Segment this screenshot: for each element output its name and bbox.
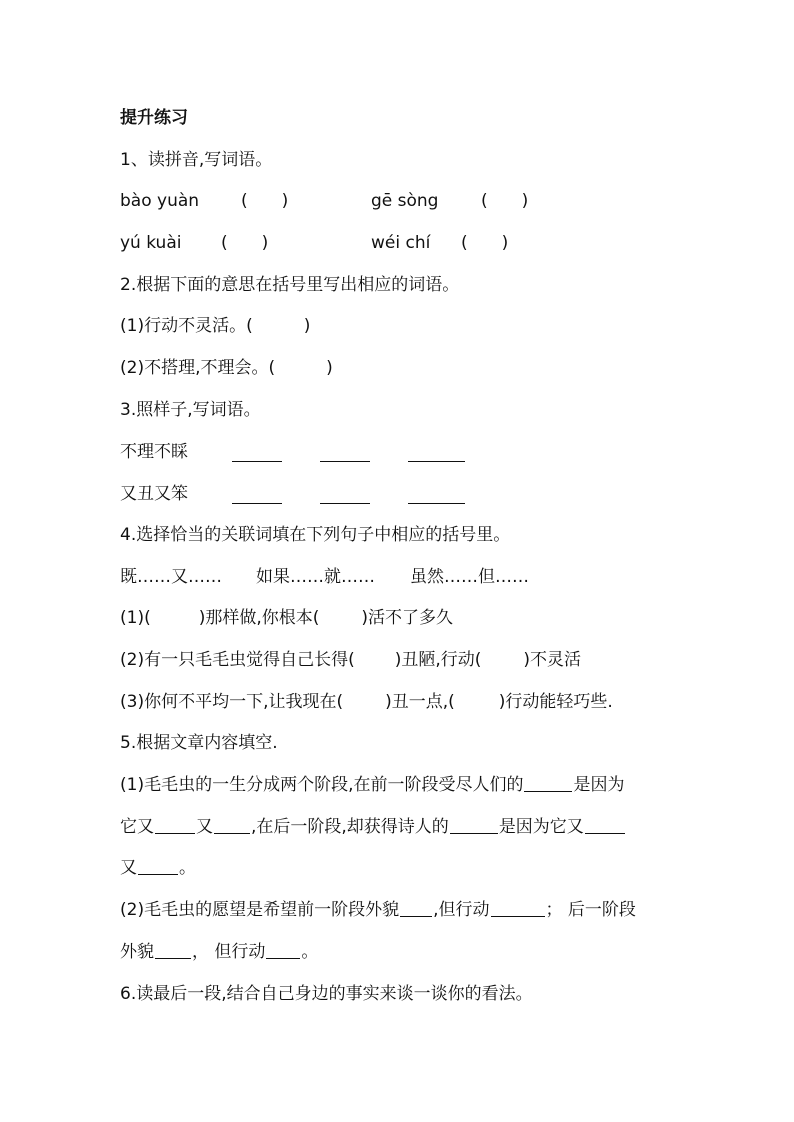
q3-example-1: 不理不睬 [120, 442, 188, 462]
q4-sentence-1 [120, 607, 453, 629]
pinyin-baoyuan: bào yuàn [120, 191, 200, 211]
q4-s3-part-2: )丑一点,( [385, 692, 455, 712]
q3-blank-2a[interactable] [232, 503, 282, 504]
q2-title: 2.根据下面的意思在括号里写出相应的词语。 [120, 275, 460, 295]
q4-sentence-3 [120, 691, 613, 713]
q5-p1c-text-1: 又 [120, 858, 137, 878]
q3-blank-1a[interactable] [232, 461, 282, 462]
q3-blank-1c[interactable] [408, 461, 465, 462]
answer-paren-3[interactable]: ( ) [221, 233, 269, 253]
q5-p1b-text-2: 又 [196, 817, 213, 837]
q4-s2-part-2: )丑陋,行动( [394, 650, 482, 670]
q4-s3-part-1: (3)你何不平均一下,让我现在( [120, 692, 344, 712]
q5-p1c-text-2: 。 [179, 858, 196, 878]
q5-p1a-text-2: 是因为 [573, 775, 625, 795]
q5-p2-line-2 [120, 941, 318, 963]
q5-blank-1[interactable] [524, 790, 572, 792]
pinyin-gesong: gē sòng [371, 191, 439, 211]
q2-item-2: (2)不搭理,不理会。( ) [120, 358, 333, 378]
q3-example-2: 又丑又笨 [120, 484, 188, 504]
q5-blank-7[interactable] [400, 915, 432, 917]
q5-p1b-text-3: ,在后一阶段,却获得诗人的 [251, 817, 449, 837]
q4-s2-part-1: (2)有一只毛毛虫觉得自己长得( [120, 650, 355, 670]
q5-p1-line-2 [120, 816, 626, 838]
q5-blank-8[interactable] [491, 915, 545, 917]
q4-s1-part-1: (1)( [120, 608, 151, 628]
q5-blank-4[interactable] [450, 832, 498, 834]
pinyin-weichi: wéi chí [371, 233, 431, 253]
q5-p2a-text-2: ,但行动 [433, 900, 490, 920]
answer-paren-1[interactable]: ( ) [241, 191, 289, 211]
q5-blank-5[interactable] [585, 832, 625, 834]
q5-p2b-text-1: 外貌 [120, 942, 154, 962]
q6-title: 6.读最后一段,结合自己身边的事实来谈一谈你的看法。 [120, 984, 533, 1004]
q5-title: 5.根据文章内容填空. [120, 733, 278, 753]
q3-title: 3.照样子,写词语。 [120, 400, 261, 420]
answer-paren-2[interactable]: ( ) [481, 191, 529, 211]
q2-item-1: (1)行动不灵活。( ) [120, 316, 311, 336]
q5-p1-line-1 [120, 774, 624, 796]
q5-p2b-text-2: ， 但行动 [192, 942, 266, 962]
q5-p1-line-3 [120, 857, 196, 879]
q5-p2a-text-3: ； 后一阶段 [545, 900, 636, 920]
q4-s3-part-3: )行动能轻巧些. [498, 692, 613, 712]
q5-p2-line-1 [120, 899, 636, 921]
q4-option-3: 虽然……但…… [410, 567, 529, 587]
answer-paren-4[interactable]: ( ) [461, 233, 509, 253]
q4-option-2: 如果……就…… [256, 567, 375, 587]
q5-blank-2[interactable] [155, 832, 195, 834]
q4-s1-part-3: )活不了多久 [361, 608, 454, 628]
q5-blank-9[interactable] [155, 957, 191, 959]
q5-blank-3[interactable] [214, 832, 250, 834]
q3-blank-1b[interactable] [320, 461, 370, 462]
q5-p2b-text-3: 。 [301, 942, 319, 962]
q4-s1-part-2: )那样做,你根本( [198, 608, 320, 628]
q5-blank-10[interactable] [266, 957, 300, 959]
q5-p1a-text-1: (1)毛毛虫的一生分成两个阶段,在前一阶段受尽人们的 [120, 775, 524, 795]
q5-p2a-text-1: (2)毛毛虫的愿望是希望前一阶段外貌 [120, 900, 400, 920]
q4-s2-part-3: )不灵活 [523, 650, 582, 670]
worksheet-heading: 提升练习 [120, 108, 188, 128]
q4-option-1: 既……又…… [120, 567, 222, 587]
pinyin-yukuai: yú kuài [120, 233, 182, 253]
q3-blank-2c[interactable] [408, 503, 465, 504]
q4-sentence-2 [120, 649, 581, 671]
q1-title: 1、读拼音,写词语。 [120, 150, 273, 170]
q5-p1b-text-4: 是因为它又 [498, 817, 584, 837]
q5-p1b-text-1: 它又 [120, 817, 154, 837]
q3-blank-2b[interactable] [320, 503, 370, 504]
q4-title: 4.选择恰当的关联词填在下列句子中相应的括号里。 [120, 525, 511, 545]
q5-blank-6[interactable] [138, 873, 178, 875]
